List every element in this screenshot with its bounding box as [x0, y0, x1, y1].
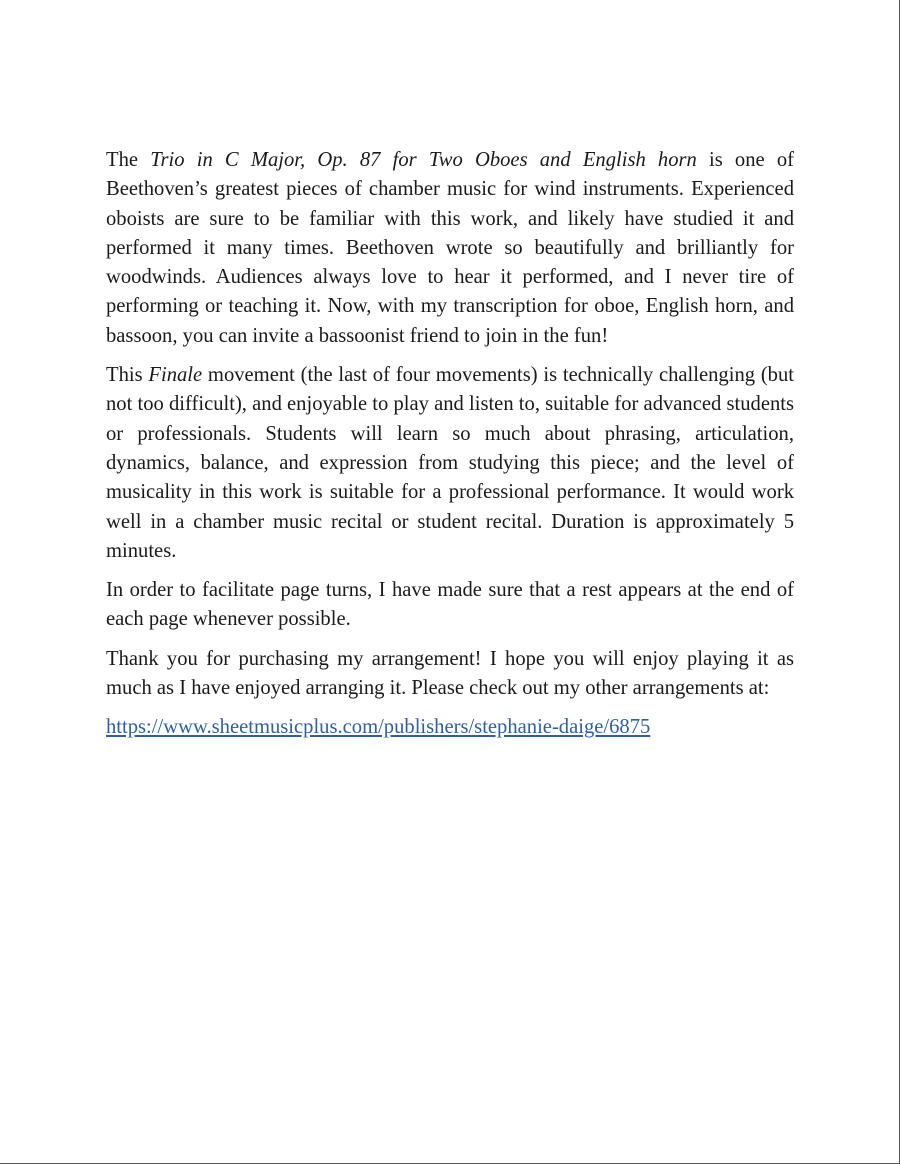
work-title: Trio in C Major, Op. 87 for Two Oboes and English horn [150, 149, 697, 171]
paragraph-intro [106, 146, 794, 351]
movement-name: Finale [148, 364, 203, 387]
paragraph-finale-lead: This [106, 364, 149, 387]
paragraph-intro-text: is one of Beethoven’s greatest pieces of chamber music for wind instruments. Experienced oboists are sure to be familiar with this work, and likely have studied it and performed it many times. Beethoven wrote so beautifully and brilliantly for woodwinds. Audiences always love to hear it performed, and I never tire of performing or teaching it. Now, with my transcription for oboe, English horn, and bassoon, you can invite a bassoonist friend to join in the fun! [106, 149, 794, 347]
arrangements-link-paragraph [106, 713, 794, 742]
paragraph-finale [106, 361, 794, 566]
document-body [106, 146, 794, 753]
paragraph-finale-text: movement (the last of four movements) is technically challenging (but not too difficult), and enjoyable to play and listen to, suitable for advanced students or professionals. Students will learn so much about phrasing, articulation, dynamics, balance, and expression from studying this piece; and the level of musicality in this work is suitable for a professional performance. It would work well in a chamber music recital or student recital. Duration is approximately 5 minutes. [106, 364, 794, 562]
paragraph-intro-lead: The [106, 149, 151, 171]
arrangements-link[interactable]: https://www.sheetmusicplus.com/publishers/stephanie-daige/6875 [106, 716, 651, 739]
paragraph-thank-you: Thank you for purchasing my arrangement! I hope you will enjoy playing it as much as I have enjoyed arranging it. Please check out my other arrangements at: [106, 647, 794, 700]
paragraph-page-turns: In order to facilitate page turns, I have made sure that a rest appears at the end of each page whenever possible. [106, 579, 794, 631]
